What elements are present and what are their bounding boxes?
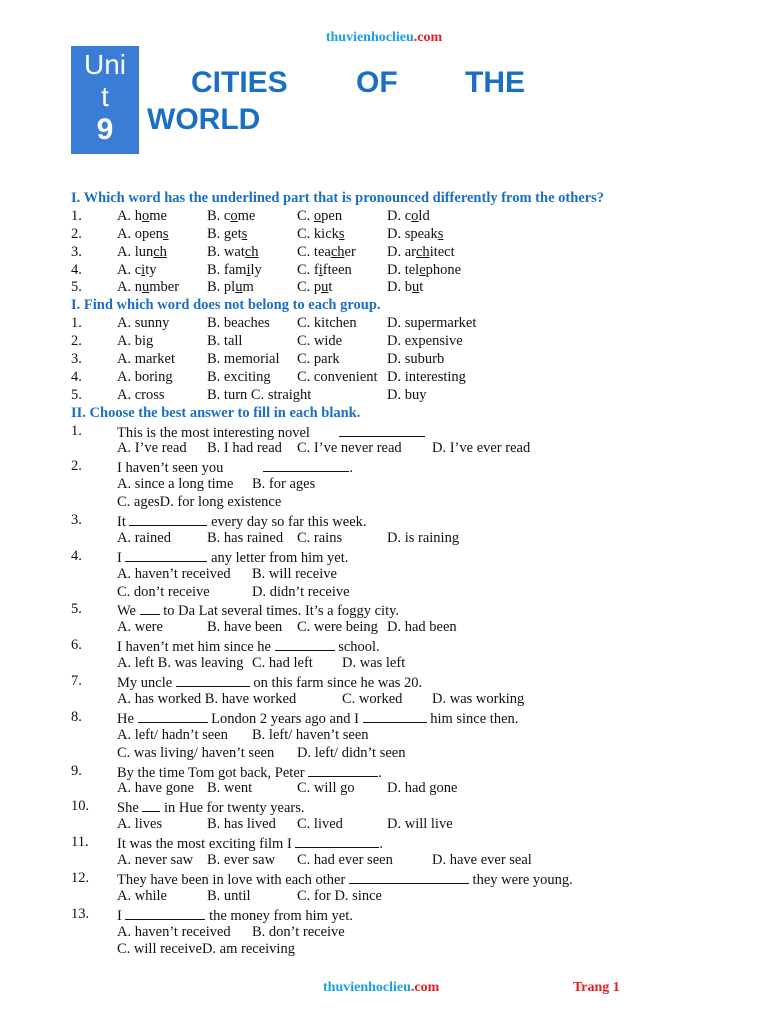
answer-options: C. don’t receive D. didn’t receive: [117, 583, 350, 600]
list-item: 4. A. boring B. exciting C. convenient D. interesting: [71, 368, 466, 385]
answer-options: A. lives B. has lived C. lived D. will live: [117, 816, 453, 833]
answer-blank: [125, 906, 205, 920]
answer-blank: [339, 423, 425, 437]
list-item: 5. A. number B. plum C. put D. but: [71, 279, 424, 296]
title-word-2: OF: [356, 66, 398, 99]
answer-options: A. have gone B. went C. will go D. had gone: [117, 780, 458, 797]
list-item: 2. A. big B. tall C. wide D. expensive: [71, 333, 463, 350]
question: 12. They have been in love with each other they were young.: [71, 869, 573, 888]
answer-options: C. was living/ haven’t seen D. left/ didn’t seen: [117, 744, 406, 761]
answer-options: A. never saw B. ever saw C. had ever seen D. have ever seal: [117, 851, 532, 868]
answer-blank: [349, 870, 469, 884]
question: 10. She in Hue for twenty years.: [71, 798, 305, 817]
answer-options: A. haven’t received B. will receive: [117, 565, 337, 582]
answer-options: A. were B. have been C. were being D. had been: [117, 619, 457, 636]
answer-options: A. haven’t received B. don’t receive: [117, 923, 345, 940]
list-item: 4. A. city B. family C. fifteen D. telephone: [71, 261, 462, 278]
unit-label-2: t: [101, 81, 109, 112]
list-item: 2. A. opens B. gets C. kicks D. speaks: [71, 225, 444, 242]
answer-blank: [129, 512, 207, 526]
unit-badge: [71, 46, 139, 154]
answer-options: C. will receiveD. am receiving: [117, 941, 295, 958]
unit-number: 9: [96, 113, 114, 146]
answer-options: A. has worked B. have worked C. worked D. was working: [117, 690, 525, 707]
answer-blank: [263, 458, 349, 472]
question: 9. By the time Tom got back, Peter .: [71, 762, 382, 781]
page-number: Trang 1: [573, 980, 620, 995]
footer-site: thuvienhoclieu.com: [323, 980, 440, 995]
section-heading-fill-blank: II. Choose the best answer to fill in each blank.: [71, 404, 361, 421]
question: 1. This is the most interesting novel: [71, 423, 711, 441]
list-item: 3. A. market B. memorial C. park D. suburb: [71, 351, 445, 368]
question: 5. We to Da Lat several times. It’s a foggy city.: [71, 601, 400, 620]
question: 11. It was the most exciting film I .: [71, 834, 384, 853]
answer-options: A. while B. until C. for D. since: [117, 887, 382, 904]
answer-blank: [275, 637, 335, 651]
header-site: thuvienhoclieu.com: [325, 30, 443, 45]
answer-options: A. since a long time B. for ages: [117, 476, 316, 493]
answer-options: A. I’ve read B. I had read C. I’ve never read D. I’ve ever read: [117, 440, 531, 457]
answer-options: A. left/ hadn’t seen B. left/ haven’t seen: [117, 726, 369, 743]
title-word-1: CITIES: [191, 66, 288, 99]
answer-options: C. agesD. for long existence: [117, 494, 282, 511]
title-word-3: THE: [465, 66, 525, 99]
question: 2. I haven’t seen you .: [71, 458, 353, 477]
answer-blank: [363, 709, 427, 723]
list-item: 5. A. cross B. turn C. straight D. buy: [71, 386, 427, 403]
worksheet: [71, 190, 711, 959]
question: 13. I the money from him yet.: [71, 905, 353, 924]
answer-options: A. rained B. has rained C. rains D. is raining: [117, 529, 460, 546]
list-item: 3. A. lunch B. watch C. teacher D. architect: [71, 243, 455, 260]
answer-blank: [125, 548, 207, 562]
question: 7. My uncle on this farm since he was 20.: [71, 673, 423, 692]
question: 8. He London 2 years ago and I him since then.: [71, 708, 519, 727]
question: 4. I any letter from him yet.: [71, 547, 349, 566]
question: 6. I haven’t met him since he school.: [71, 637, 380, 656]
answer-blank: [140, 601, 160, 615]
question: 3. It every day so far this week.: [71, 512, 367, 531]
answer-options: A. left B. was leaving C. had left D. was left: [117, 655, 406, 672]
title-word-4: WORLD: [147, 103, 261, 136]
answer-blank: [308, 763, 378, 777]
list-item: 1. A. sunny B. beaches C. kitchen D. supermarket: [71, 315, 477, 332]
answer-blank: [295, 834, 379, 848]
section-heading-pronunciation: I. Which word has the underlined part that is pronounced differently from the others?: [71, 190, 605, 206]
unit-label-1: Uni: [83, 49, 126, 80]
answer-blank: [142, 798, 160, 812]
list-item: 1. A. home B. come C. open D. cold: [71, 207, 430, 224]
answer-blank: [176, 673, 250, 687]
section-heading-odd-one-out: I. Find which word does not belong to each group.: [71, 297, 381, 314]
answer-blank: [138, 709, 208, 723]
